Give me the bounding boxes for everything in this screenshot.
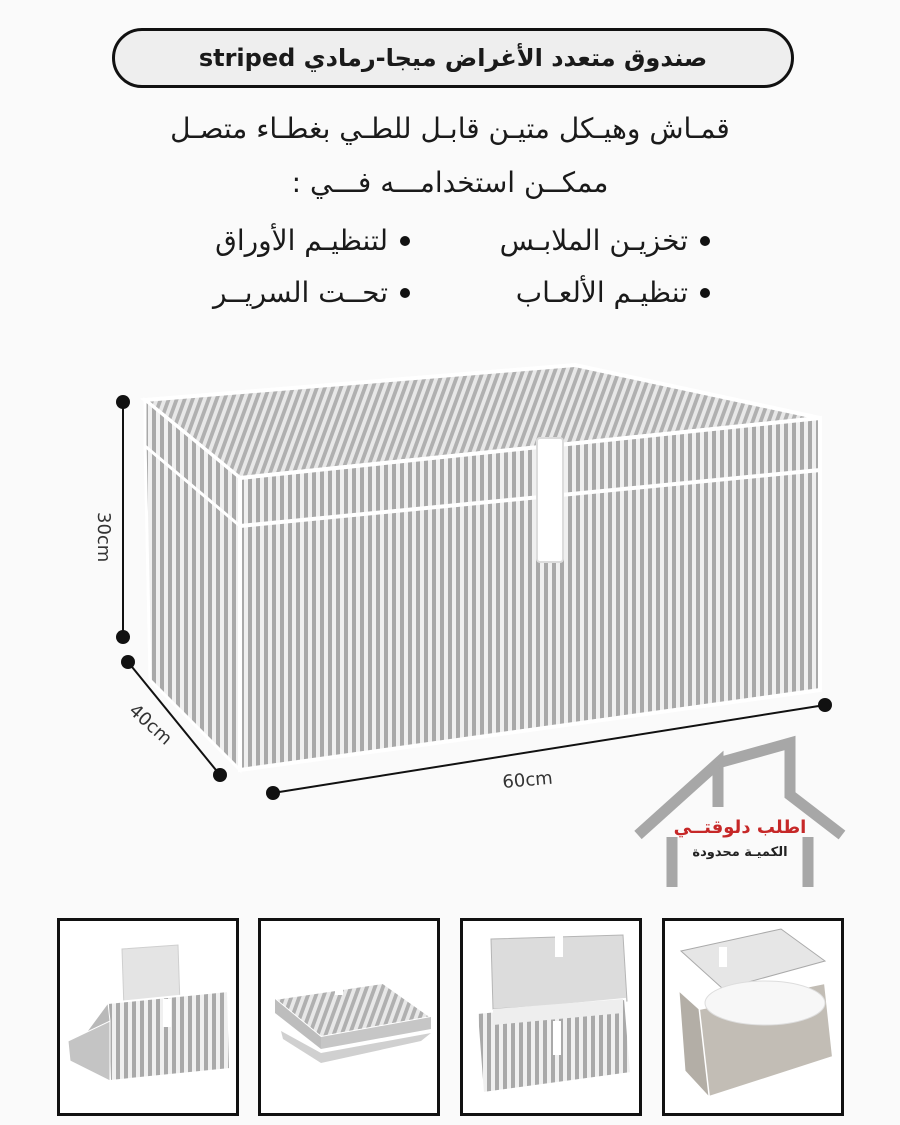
depth-end-dot [213,768,227,782]
thumbnail-filled[interactable] [662,918,844,1116]
use-label: تحــت السريــر [212,276,388,309]
use-item-papers [215,224,410,257]
thumbnail-folding[interactable] [57,918,239,1116]
logo-limited-text: الكميـة محدودة [692,845,788,860]
product-title: صندوق متعدد الأغراض ميجا-رمادي striped [198,44,708,72]
use-label: لتنظيـم الأوراق [215,224,388,257]
house-icon [630,735,850,895]
thumbnail-open-lid[interactable] [460,918,642,1116]
box-handle-tab [537,438,563,562]
use-label: تخزيـن الملابـس [499,224,688,257]
width-end-dot [818,698,832,712]
bullet-icon [700,236,710,246]
height-end-dot [116,630,130,644]
use-item-under-bed [213,276,410,309]
thumbnail-open-image [463,921,639,1113]
bullet-icon [400,288,410,298]
use-label: تنظيـم الألعـاب [515,276,688,309]
thumbnail-filled-image [665,921,841,1113]
bullet-icon [400,236,410,246]
thumbnail-flat-image [261,921,437,1113]
width-label: 60cm [501,767,554,793]
height-start-dot [116,395,130,409]
thumbnail-flat-folded[interactable] [258,918,440,1116]
logo-order-text: اطلب دلوقتــي [673,817,807,838]
description-line-2: ممكــن استخدامـــه فـــي : [291,166,609,199]
width-start-dot [266,786,280,800]
title-banner [112,28,794,88]
bullet-icon [700,288,710,298]
uses-row-1 [150,224,750,264]
depth-start-dot [121,655,135,669]
thumbnail-folding-image [60,921,236,1113]
description-line-1: قمـاش وهيـكل متيـن قابـل للطـي بغطـاء متصـل [170,112,730,145]
height-label: 30cm [93,512,114,563]
uses-row-2 [150,276,750,316]
depth-label: 40cm [124,700,177,750]
order-now-logo [630,735,850,895]
use-item-clothes [500,224,710,257]
use-item-toys [516,276,710,309]
